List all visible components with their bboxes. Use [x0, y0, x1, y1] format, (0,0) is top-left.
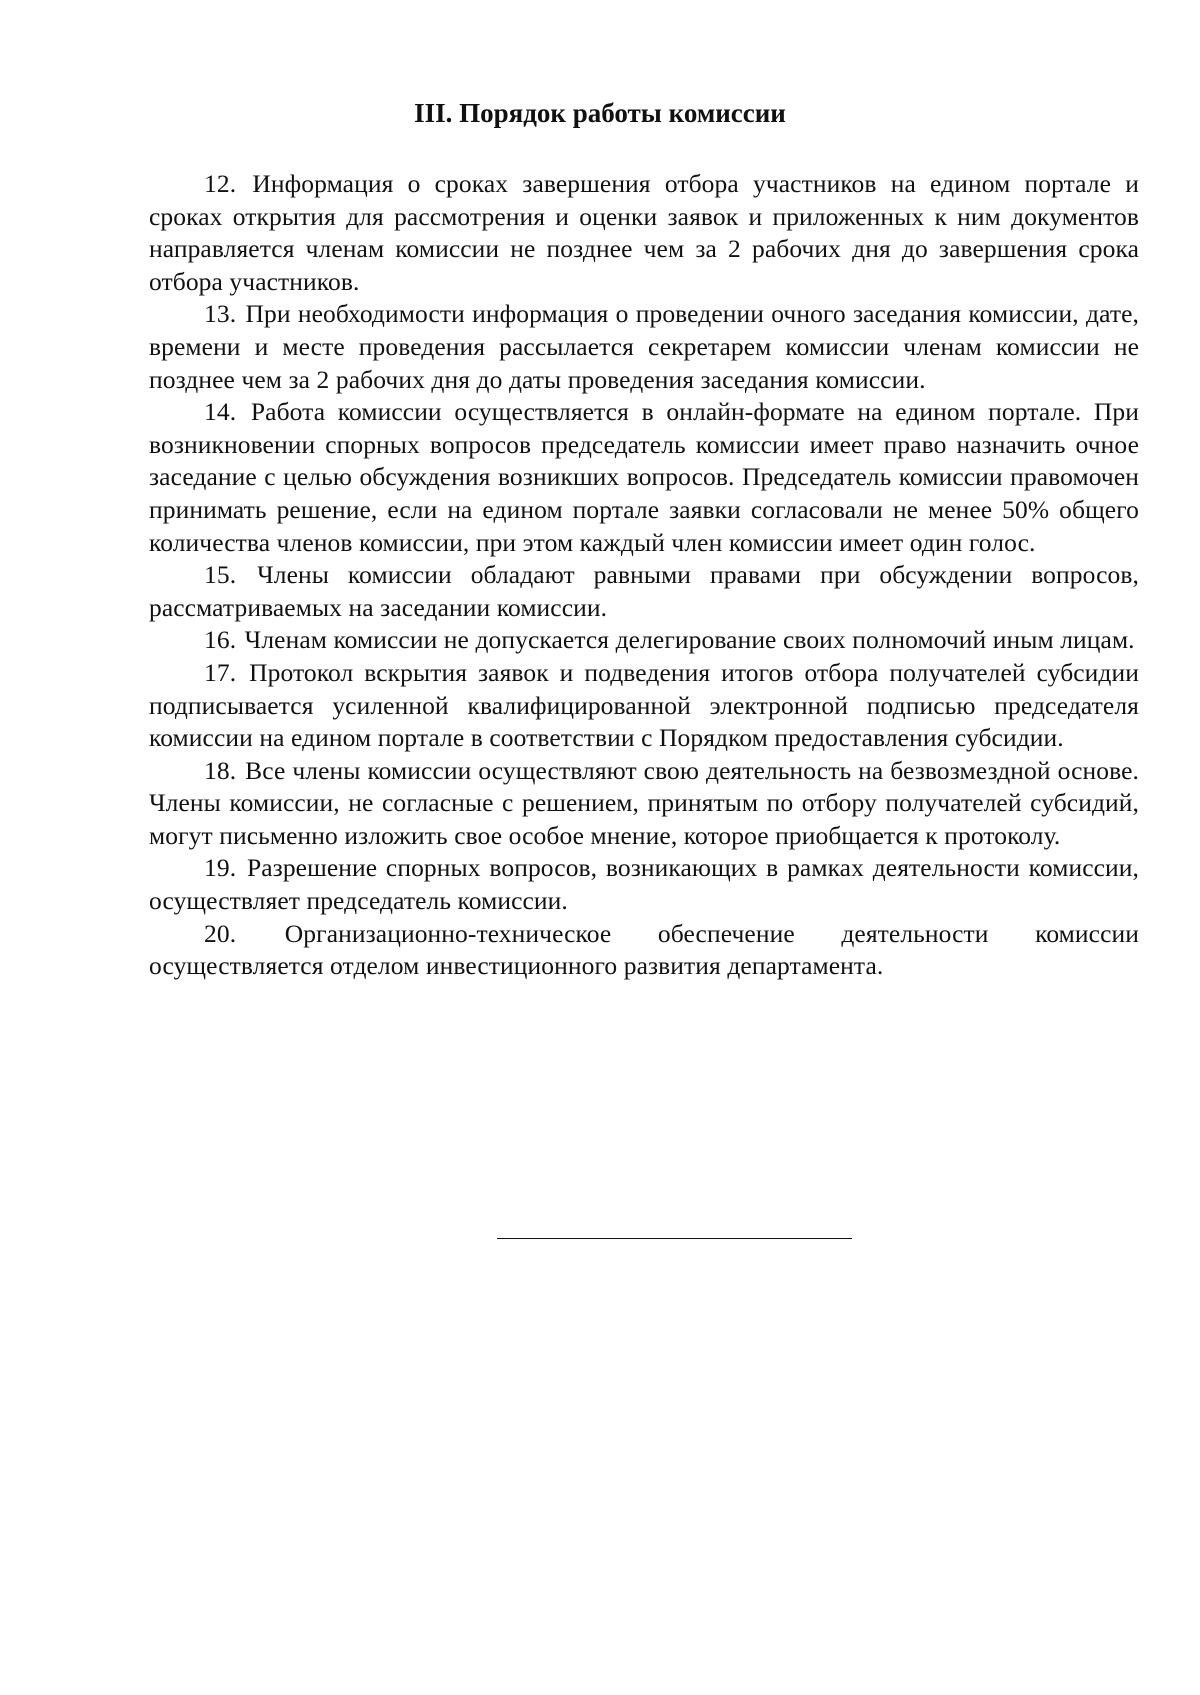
paragraph-20 [149, 918, 1139, 983]
paragraph-number: 12. [204, 169, 237, 198]
paragraph-text: При необходимости информация о проведении очного заседания комиссии, дате, времени и месте проведения рассылается секретарем комиссии членам комиссии не позднее чем за 2 рабочих дня до даты проведения заседания комиссии. [149, 299, 1139, 394]
paragraph-number: 15. [204, 560, 237, 590]
paragraph-number: 14. [204, 397, 237, 427]
paragraph-16 [149, 624, 1139, 657]
closing-divider-line [497, 1238, 852, 1239]
paragraph-number: 19. [204, 853, 237, 883]
paragraph-number: 20. [204, 918, 237, 948]
paragraph-14 [149, 396, 1139, 559]
paragraph-text: Работа комиссии осуществляется в онлайн-формате на едином портале. При возникновении спорных вопросов председатель комиссии имеет право назначить очное заседание с целью обсуждения возникших вопросов. Председатель комиссии правомочен принимать решение, если на едином портале заявки согласовали не менее 50% общего количества членов комиссии, при этом каждый член комиссии имеет один голос. [149, 397, 1139, 557]
paragraph-17 [149, 657, 1139, 755]
paragraph-15 [149, 559, 1139, 624]
paragraph-text: Все члены комиссии осуществляют свою деятельность на безвозмездной основе. Члены комиссии, не согласные с решением, принятым по отбору получателей субсидий, могут письменно изложить свое особое мнение, которое приобщается к протоколу. [149, 755, 1139, 850]
paragraph-text: Протокол вскрытия заявок и подведения итогов отбора получателей субсидии подписывается усиленной квалифицированной электронной подписью председателя комиссии на едином портале в соответствии с Порядком предоставления субсидии. [149, 657, 1139, 753]
paragraph-13 [149, 298, 1139, 396]
paragraph-number: 18. [204, 755, 237, 785]
paragraph-text: Членам комиссии не допускается делегирование своих полномочий иным лицам. [244, 625, 1135, 655]
paragraph-number: 13. [204, 299, 237, 329]
paragraph-number: 16. [204, 625, 237, 655]
paragraph-text: Информация о сроках завершения отбора участников на едином портале и сроках открытия для рассмотрения и оценки заявок и приложенных к ним документов направляется членам комиссии не позднее чем за 2 рабочих дня до завершения срока отбора участников. [149, 169, 1139, 296]
paragraph-12 [149, 168, 1139, 298]
paragraph-19 [149, 852, 1139, 917]
paragraph-text: Члены комиссии обладают равными правами при обсуждении вопросов, рассматриваемых на заседании комиссии. [149, 560, 1140, 622]
paragraph-text: Организационно-техническое обеспечение деятельности комиссии осуществляется отделом инвестиционного развития департамента. [149, 918, 1139, 981]
paragraph-18 [149, 755, 1139, 853]
paragraph-number: 17. [204, 657, 237, 687]
section-heading: III. Порядок работы комиссии [414, 98, 786, 128]
paragraph-text: Разрешение спорных вопросов, возникающих в рамках деятельности комиссии, осуществляет председатель комиссии. [149, 853, 1139, 916]
document-body [149, 168, 1139, 983]
